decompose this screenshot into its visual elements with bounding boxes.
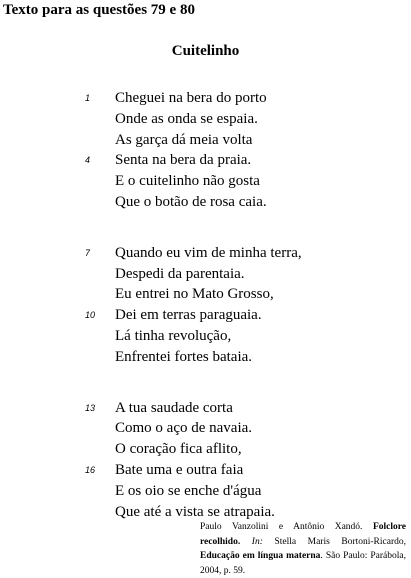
line-text: Como o aço de navaia. <box>115 420 253 437</box>
line-text: Bate uma e outra faia <box>115 461 244 478</box>
line-number: 4 <box>85 155 91 166</box>
stanza <box>0 243 411 368</box>
poem-body <box>0 88 411 552</box>
poem-line <box>0 347 411 368</box>
poem-line <box>0 481 411 502</box>
poem-line <box>0 460 411 481</box>
line-text: Que até a vista se atrapaia. <box>115 503 275 520</box>
line-text: Lá tinha revolução, <box>115 327 232 344</box>
line-text: E o cuitelinho não gosta <box>115 173 260 190</box>
citation-editor: Stella Maris Bortoni-Ricardo, <box>274 536 407 547</box>
stanza <box>0 88 411 213</box>
questions-heading: Texto para as questões 79 e 80 <box>3 2 195 18</box>
poem-line <box>0 192 411 213</box>
poem-line <box>0 243 411 264</box>
line-text: As garça dá meia volta <box>115 131 253 148</box>
line-text: Onde as onda se espaia. <box>115 110 258 127</box>
citation-book-title: Folclore recolhido. <box>200 522 407 547</box>
poem-line <box>0 439 411 460</box>
line-text: Que o botão de rosa caia. <box>115 193 267 210</box>
poem-line <box>0 418 411 439</box>
line-text: Dei em terras paraguaia. <box>115 307 262 324</box>
line-text: E os oio se enche d'água <box>115 482 262 499</box>
line-text: Senta na bera da praia. <box>115 152 252 169</box>
poem-line <box>0 130 411 151</box>
poem-title: Cuitelinho <box>171 43 240 59</box>
line-number: 16 <box>85 464 96 475</box>
poem-line <box>0 398 411 419</box>
source-citation <box>200 520 406 578</box>
stanza <box>0 398 411 523</box>
citation-publisher: . São Paulo: Parábola, 2004, p. 59. <box>200 551 406 576</box>
poem-line <box>0 264 411 285</box>
line-text: Cheguei na bera do porto <box>115 90 267 106</box>
line-text: Despedi da parentaia. <box>115 265 245 282</box>
poem-line <box>0 88 411 109</box>
line-text: A tua saudade corta <box>115 399 233 416</box>
line-number: 7 <box>85 247 91 258</box>
line-text: Enfrentei fortes bataia. <box>115 348 253 365</box>
line-text: Quando eu vim de minha terra, <box>115 244 302 261</box>
citation-in-label: In: <box>251 536 263 547</box>
poem-line <box>0 305 411 326</box>
poem-line <box>0 150 411 171</box>
poem-line <box>0 171 411 192</box>
line-number: 13 <box>85 402 96 413</box>
line-text: O coração fica aflito, <box>115 441 242 458</box>
line-text: Eu entrei no Mato Grosso, <box>115 286 274 303</box>
line-number: 1 <box>85 93 91 103</box>
citation-source-title: Educação em língua materna <box>200 551 321 561</box>
poem-line <box>0 284 411 305</box>
line-number: 10 <box>85 310 96 321</box>
citation-authors: Paulo Vanzolini e Antônio Xandó. <box>200 522 363 532</box>
poem-line <box>0 326 411 347</box>
poem-line <box>0 109 411 130</box>
